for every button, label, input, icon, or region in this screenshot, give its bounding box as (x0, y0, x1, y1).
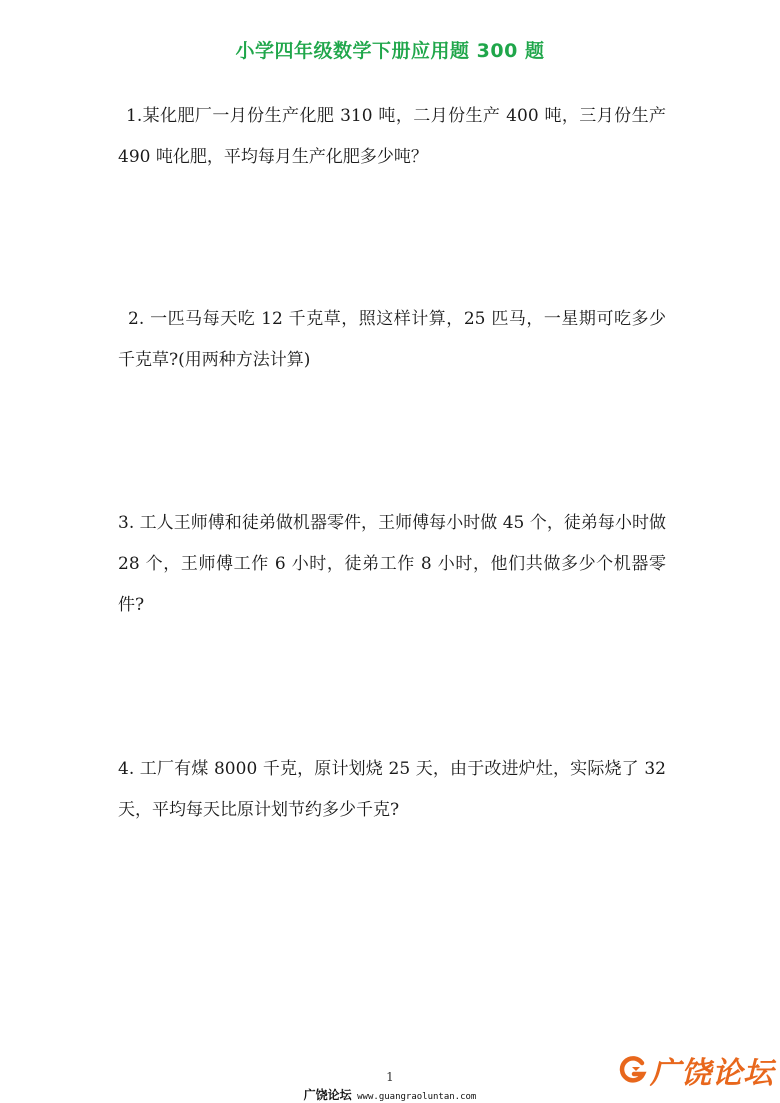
footer-url: www.guangraoluntan.com (357, 1092, 477, 1102)
question-2: 2. 一匹马每天吃 12 千克草，照这样计算，25 匹马，一星期可吃多少千克草?(用两种方法计算) (118, 309, 666, 370)
watermark-logo (618, 1048, 774, 1092)
g-logo-icon (618, 1055, 648, 1085)
page-number: 1 (386, 1070, 394, 1084)
document-title: 小学四年级数学下册应用题 300 题 (235, 40, 545, 62)
question-3: 3. 工人王师傅和徒弟做机器零件，王师傅每小时做 45 个，徒弟每小时做 28 个，王师傅工作 6 小时，徒弟工作 8 小时，他们共做多少个机器零件? (118, 513, 666, 615)
question-4: 4. 工厂有煤 8000 千克，原计划烧 25 天，由于改进炉灶，实际烧了 32 天，平均每天比原计划节约多少千克? (118, 759, 666, 820)
question-1: 1.某化肥厂一月份生产化肥 310 吨，二月份生产 400 吨，三月份生产 490 吨化肥，平均每月生产化肥多少吨？ (118, 106, 666, 167)
footer-site-name: 广饶论坛 (303, 1088, 352, 1102)
watermark-text: 广饶论坛 (650, 1056, 774, 1091)
